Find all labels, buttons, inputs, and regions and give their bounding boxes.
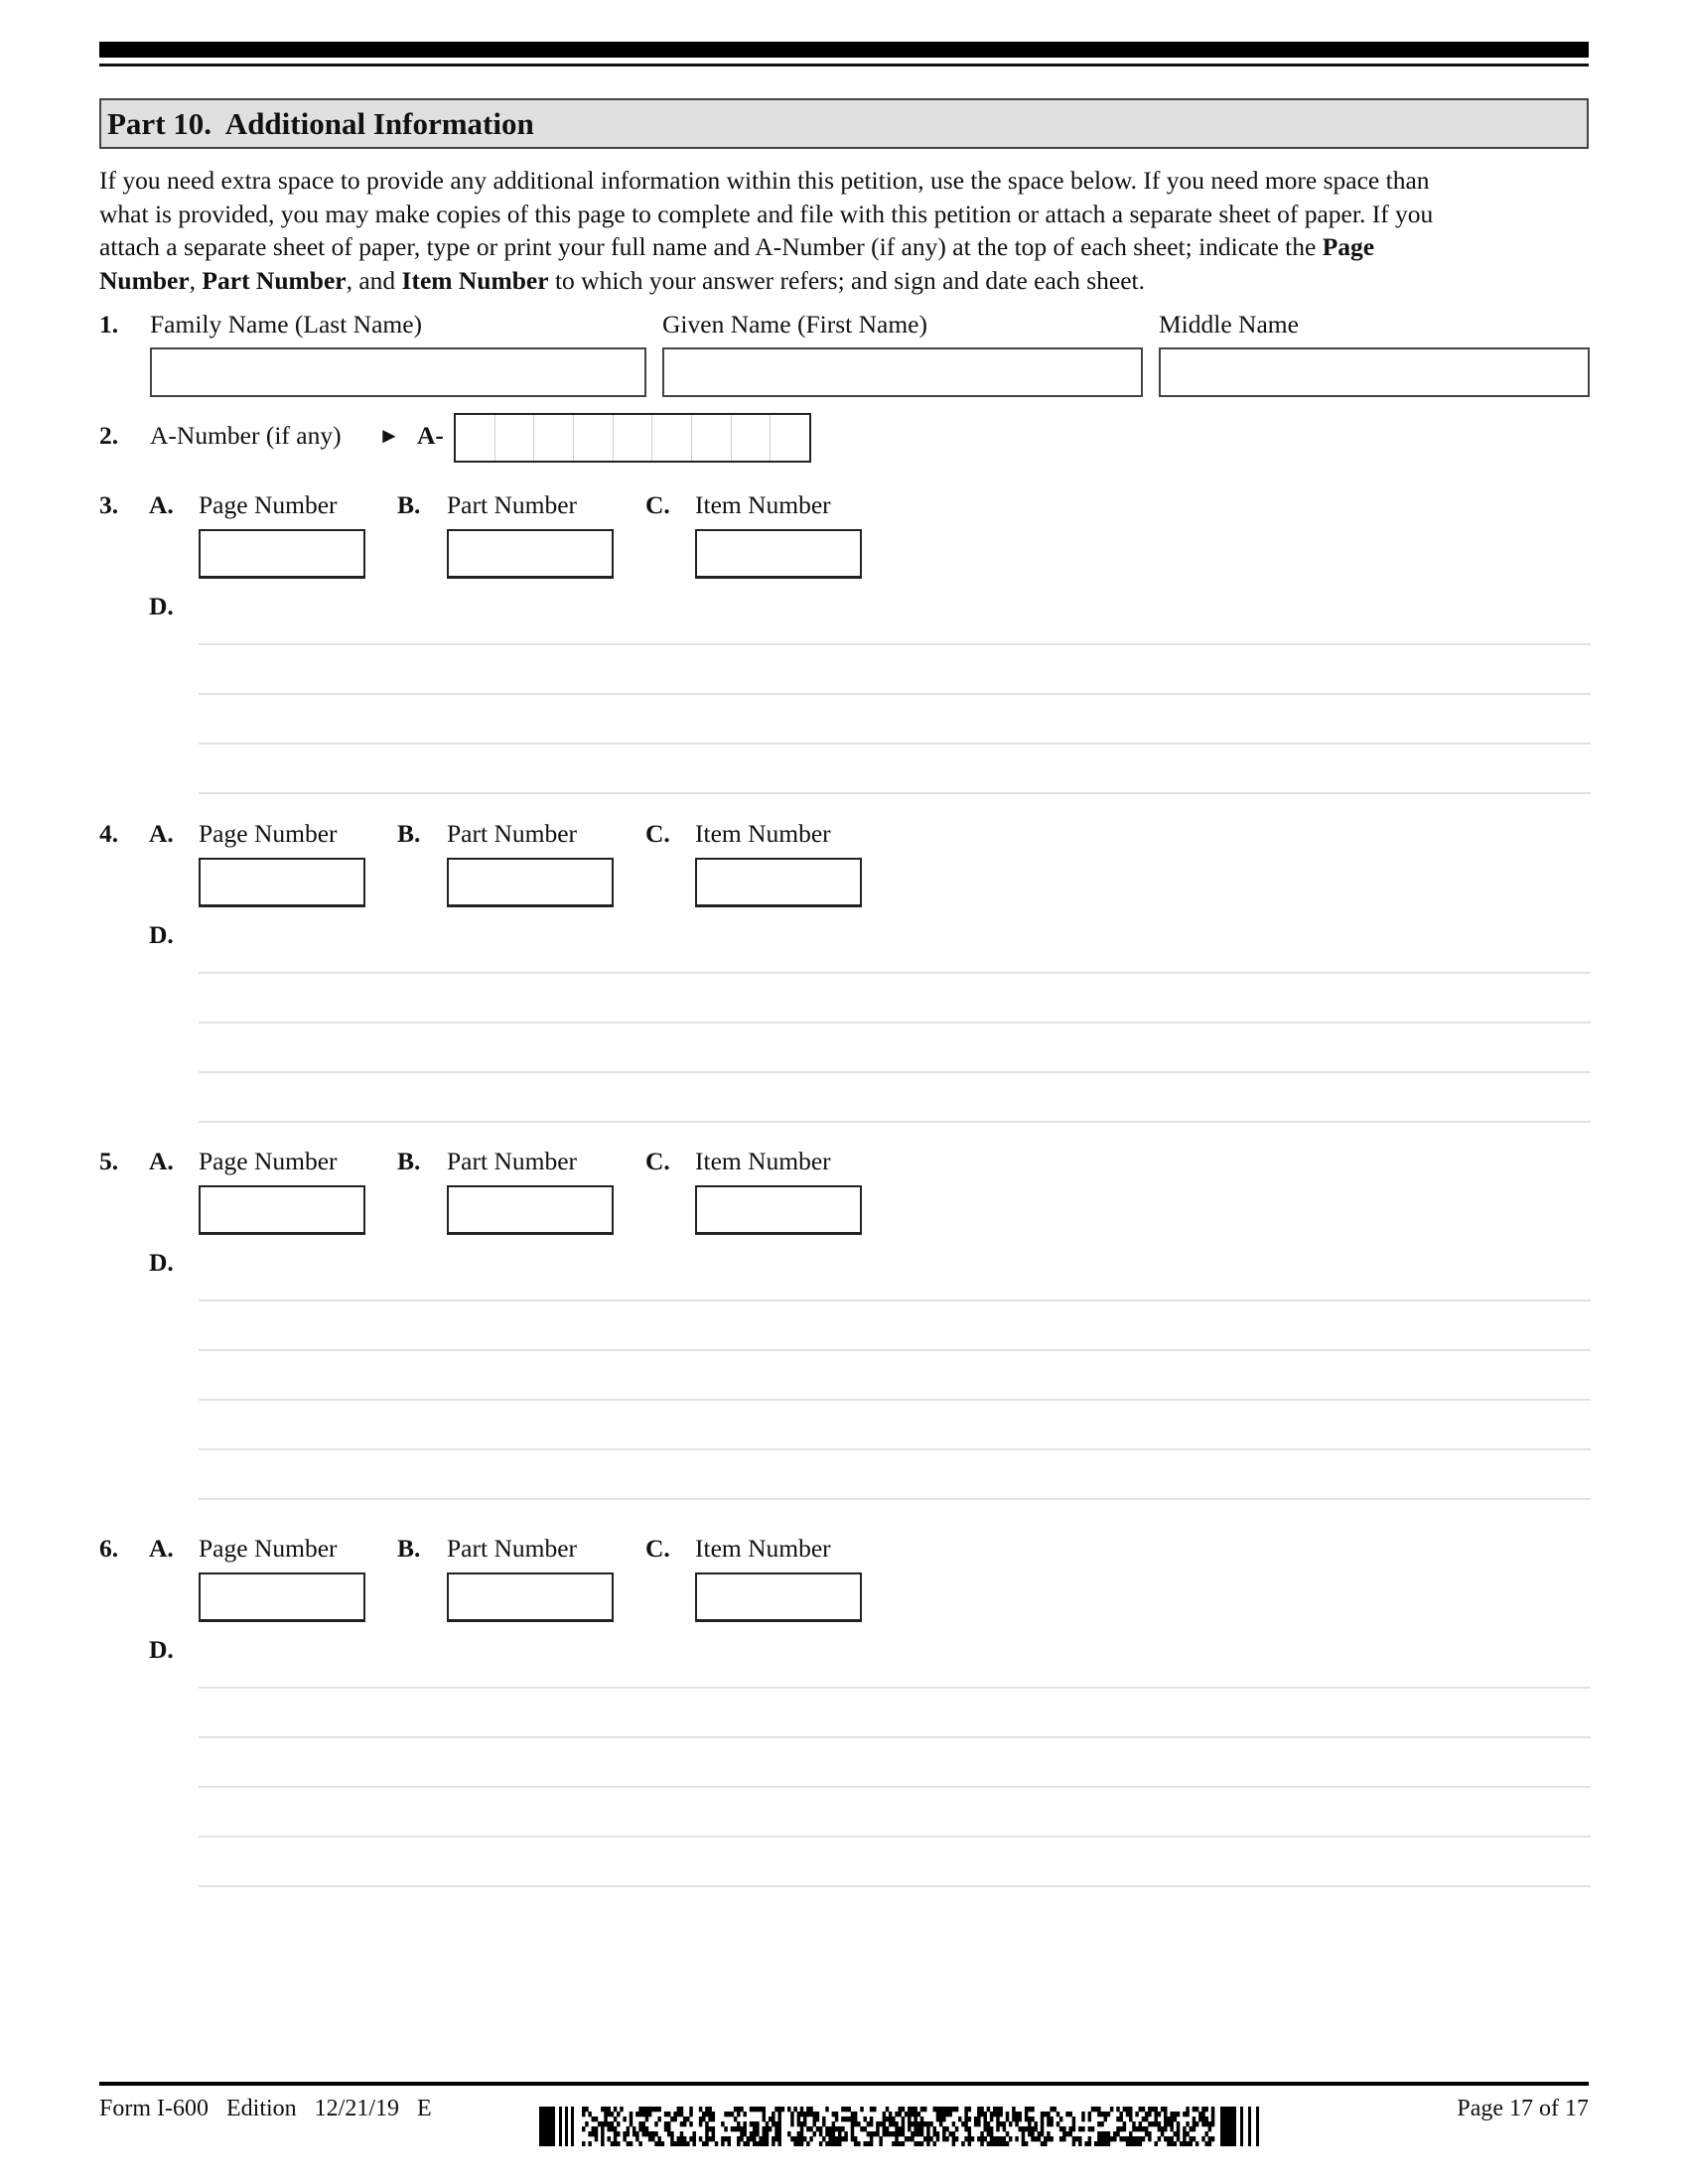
page-indicator: Page 17 of 17 — [1457, 2096, 1589, 2121]
answer-line[interactable] — [199, 1736, 1591, 1738]
a-number-label: A-Number (if any) — [150, 421, 342, 450]
part-number-input[interactable] — [447, 858, 614, 907]
part-header — [99, 98, 1589, 149]
page-number-input[interactable] — [199, 529, 365, 579]
part-number-label: Part Number — [447, 819, 578, 848]
page-number-input[interactable] — [199, 1572, 365, 1622]
a-number-digit-cell[interactable] — [574, 415, 614, 461]
top-thin-rule — [99, 64, 1589, 67]
sub-letter-a: A. — [149, 1534, 174, 1563]
instructions-line — [99, 264, 1599, 298]
item-number-label: Item Number — [695, 1147, 831, 1175]
answer-line[interactable] — [199, 1448, 1591, 1450]
answer-line[interactable] — [199, 743, 1591, 745]
sub-letter-d: D. — [149, 1248, 174, 1277]
answer-line[interactable] — [199, 1498, 1591, 1500]
a-number-digit-cell[interactable] — [732, 415, 772, 461]
middle-name-input[interactable] — [1159, 347, 1590, 397]
instructions-bold-term: Item Number — [401, 265, 549, 295]
answer-line[interactable] — [199, 1349, 1591, 1351]
answer-line[interactable] — [199, 1399, 1591, 1401]
part-number-label: Part Number — [447, 490, 578, 519]
part-title: Part 10. Additional Information — [107, 106, 534, 141]
a-number-digit-cell[interactable] — [771, 415, 809, 461]
item-number-label: Item Number — [695, 819, 831, 848]
answer-line[interactable] — [199, 1885, 1591, 1887]
answer-line[interactable] — [199, 1022, 1591, 1024]
page-number-label: Page Number — [199, 490, 338, 519]
page-number-label: Page Number — [199, 819, 338, 848]
item-number-input[interactable] — [695, 529, 862, 579]
a-number-input[interactable] — [454, 413, 811, 463]
sub-letter-d: D. — [149, 592, 174, 620]
part-number-label: Part Number — [447, 1147, 578, 1175]
answer-line[interactable] — [199, 1071, 1591, 1073]
instructions-bold-term: Number — [99, 265, 190, 295]
page-number-input[interactable] — [199, 1185, 365, 1235]
footer-rule — [99, 2082, 1589, 2086]
sub-letter-a: A. — [149, 1147, 174, 1175]
pdf417-barcode-icon — [539, 2107, 1264, 2146]
item-number: 5. — [99, 1147, 119, 1175]
item-number-label: Item Number — [695, 490, 831, 519]
sub-letter-a: A. — [149, 490, 174, 519]
sub-letter-a: A. — [149, 819, 174, 848]
family-name-input[interactable] — [150, 347, 646, 397]
part-number-input[interactable] — [447, 1572, 614, 1622]
a-number-digit-cell[interactable] — [456, 415, 495, 461]
given-name-input[interactable] — [662, 347, 1143, 397]
instructions-bold-term: Part Number — [202, 265, 347, 295]
answer-line[interactable] — [199, 1786, 1591, 1788]
instructions-text: what is provided, you may make copies of this page to complete and file with this petition or attach a separate sheet of paper. If you — [99, 199, 1434, 228]
middle-name-label: Middle Name — [1159, 310, 1299, 339]
item-number: 3. — [99, 490, 119, 519]
sub-letter-b: B. — [397, 1534, 421, 1563]
instructions-text: , and — [346, 265, 402, 295]
part-number-input[interactable] — [447, 529, 614, 579]
answer-line[interactable] — [199, 693, 1591, 695]
sub-letter-c: C. — [645, 490, 670, 519]
sub-letter-b: B. — [397, 490, 421, 519]
a-number-digit-cell[interactable] — [652, 415, 692, 461]
item-number-label: Item Number — [695, 1534, 831, 1563]
instructions-text: to which your answer refers; and sign and date each sheet. — [548, 265, 1146, 295]
instructions-line — [99, 164, 1599, 198]
arrow-right-icon: ► — [378, 423, 400, 448]
page-number-input[interactable] — [199, 858, 365, 907]
family-name-label: Family Name (Last Name) — [150, 310, 423, 339]
page-number-label: Page Number — [199, 1147, 338, 1175]
answer-line[interactable] — [199, 1299, 1591, 1301]
instructions-bold-term: Page — [1322, 232, 1375, 262]
page-number-label: Page Number — [199, 1534, 338, 1563]
answer-line[interactable] — [199, 1687, 1591, 1689]
instructions-paragraph — [99, 164, 1599, 297]
sub-letter-c: C. — [645, 1534, 670, 1563]
sub-letter-b: B. — [397, 819, 421, 848]
a-number-prefix: A- — [417, 421, 444, 450]
instructions-text: , — [189, 265, 203, 295]
instructions-text: attach a separate sheet of paper, type or print your full name and A-Number (if any) at the top of each sheet; indicate the — [99, 232, 1323, 262]
part-number-input[interactable] — [447, 1185, 614, 1235]
sub-letter-d: D. — [149, 1635, 174, 1664]
item-number: 6. — [99, 1534, 119, 1563]
item-2-number: 2. — [99, 421, 119, 450]
sub-letter-b: B. — [397, 1147, 421, 1175]
part-number-label: Part Number — [447, 1534, 578, 1563]
item-1-number: 1. — [99, 310, 119, 339]
answer-line[interactable] — [199, 792, 1591, 794]
given-name-label: Given Name (First Name) — [662, 310, 927, 339]
top-thick-rule — [99, 42, 1589, 58]
instructions-text: If you need extra space to provide any additional information within this petition, use the space below. If you need more space than — [99, 166, 1430, 195]
a-number-digit-cell[interactable] — [534, 415, 574, 461]
instructions-line — [99, 230, 1599, 264]
a-number-digit-cell[interactable] — [614, 415, 653, 461]
item-number-input[interactable] — [695, 1572, 862, 1622]
answer-line[interactable] — [199, 1836, 1591, 1838]
a-number-digit-cell[interactable] — [692, 415, 732, 461]
item-number-input[interactable] — [695, 1185, 862, 1235]
sub-letter-c: C. — [645, 1147, 670, 1175]
answer-line[interactable] — [199, 643, 1591, 645]
sub-letter-d: D. — [149, 920, 174, 949]
item-number: 4. — [99, 819, 119, 848]
instructions-line — [99, 198, 1599, 231]
sub-letter-c: C. — [645, 819, 670, 848]
answer-line[interactable] — [199, 972, 1591, 974]
a-number-digit-cell[interactable] — [495, 415, 535, 461]
item-number-input[interactable] — [695, 858, 862, 907]
answer-line[interactable] — [199, 1121, 1591, 1123]
form-edition: Form I-600 Edition 12/21/19 E — [99, 2096, 432, 2121]
